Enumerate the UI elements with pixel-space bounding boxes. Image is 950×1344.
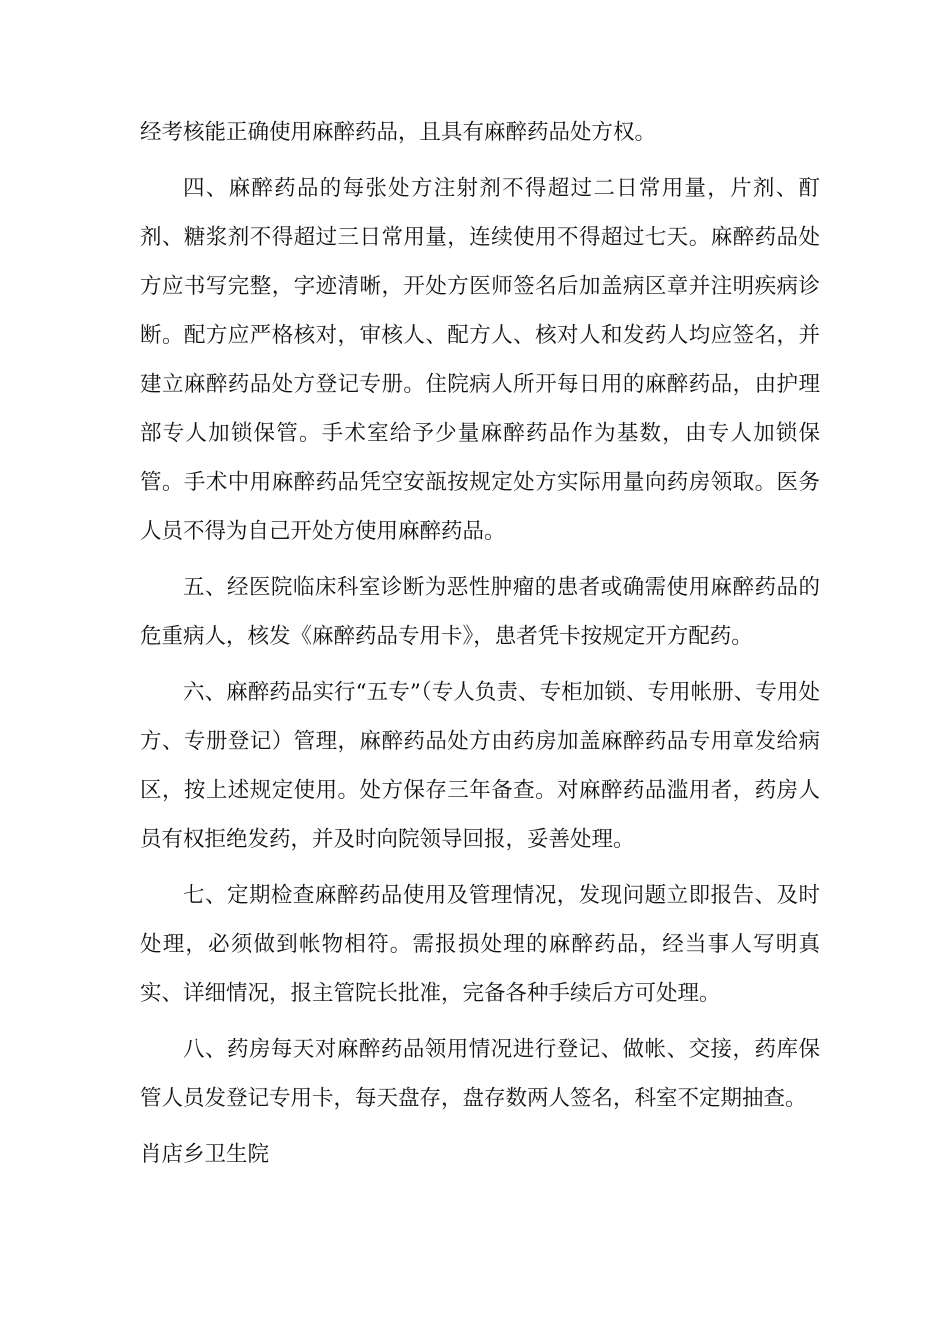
paragraph-continuation: 经考核能正确使用麻醉药品，且具有麻醉药品处方权。 bbox=[140, 120, 657, 145]
paragraph-item-6: 六、麻醉药品实行“五专”（专人负责、专柜加锁、专用帐册、专用处方、专册登记）管理，麻醉药品处方由药房加盖麻醉药品专用章发给病区，按上述规定使用。处方保存三年备查。对麻醉药品滥用者，药房人员有权拒绝发药，并及时向院领导回报，妥善处理。 bbox=[140, 680, 820, 852]
signature-organization: 肖店乡卫生院 bbox=[140, 1142, 270, 1167]
paragraph-item-4: 四、麻醉药品的每张处方注射剂不得超过二日常用量，片剂、酊剂、糖浆剂不得超过三日常用量，连续使用不得超过七天。麻醉药品处方应书写完整，字迹清晰，开处方医师签名后加盖病区章并注明疾病诊断。配方应严格核对，审核人、配方人、核对人和发药人均应签名，并建立麻醉药品处方登记专册。住院病人所开每日用的麻醉药品，由护理部专人加锁保管。手术室给予少量麻醉药品作为基数，由专人加锁保管。手术中用麻醉药品凭空安瓿按规定处方实际用量向药房领取。医务人员不得为自己开处方使用麻醉药品。 bbox=[140, 176, 820, 544]
paragraph-item-8: 八、药房每天对麻醉药品领用情况进行登记、做帐、交接，药库保管人员发登记专用卡，每天盘存，盘存数两人签名，科室不定期抽查。 bbox=[140, 1037, 820, 1111]
document-page bbox=[140, 108, 820, 1179]
paragraph-item-7: 七、定期检查麻醉药品使用及管理情况，发现问题立即报告、及时处理，必须做到帐物相符。需报损处理的麻醉药品，经当事人写明真实、详细情况，报主管院长批准，完备各种手续后方可处理。 bbox=[140, 883, 820, 1006]
paragraph-item-5: 五、经医院临床科室诊断为恶性肿瘤的患者或确需使用麻醉药品的危重病人，核发《麻醉药品专用卡》，患者凭卡按规定开方配药。 bbox=[140, 575, 820, 649]
